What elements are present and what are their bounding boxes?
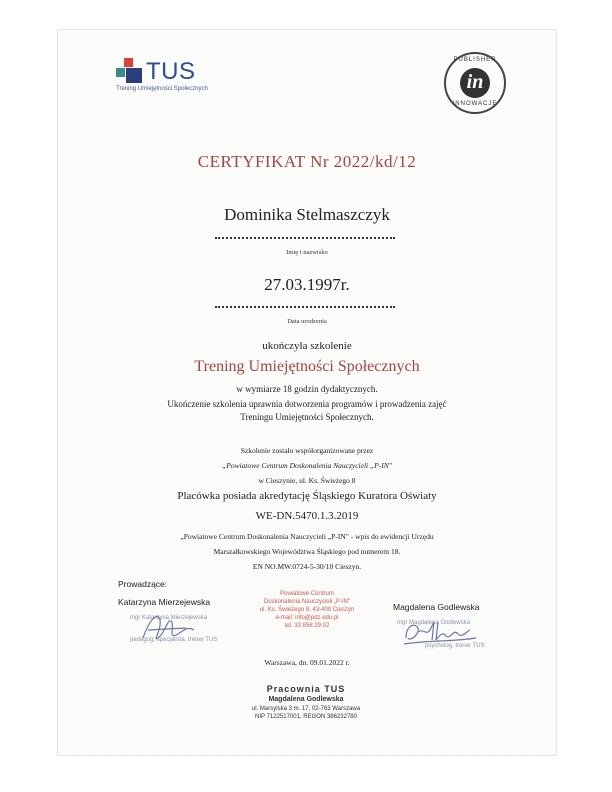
entitles-line-2: Treningu Umiejętności Społecznych. — [240, 412, 374, 422]
dob-dotted-line — [215, 306, 395, 308]
tus-logo — [116, 56, 226, 96]
org-name: „Powiatowe Centrum Doskonalenia Nauczycieli „P-IN" — [222, 461, 392, 470]
institution-stamp — [252, 590, 362, 630]
right-signer-subtitle-1: mgr Magdalena Godlewska — [397, 620, 471, 626]
entitles-line-1: Ukończenie szkolenia uprawnia dotworzenia programów i prowadzenia zajęć — [167, 399, 447, 409]
coorg-text: Szkolenie zostało współorganizowane przez — [240, 446, 374, 455]
completed-text: ukończyła szkolenie — [262, 340, 352, 352]
prac-address: ul. Marsylska 3 m. 17, 02-763 Warszawa — [251, 706, 361, 712]
left-signature — [138, 608, 198, 648]
tus-logo-text: TUS — [146, 58, 196, 85]
prac-name: Magdalena Godlewska — [268, 696, 344, 703]
registry-line-2: Marszałkowskiego Województwa Śląskiego pod numerem 18. — [213, 547, 401, 556]
place-date: Warszawa, dn. 09.01.2022 r. — [264, 658, 350, 667]
right-signer-name: Magdalena Godlewska — [393, 602, 480, 612]
leaders-label: Prowadzące: — [118, 579, 168, 589]
course-name: Trening Umiejętności Społecznych — [194, 358, 420, 375]
right-signer-subtitle-2: psycholog, trener TUS — [425, 643, 485, 649]
birth-date: 27.03.1997r. — [264, 275, 350, 294]
pracownia-stamp — [246, 684, 366, 721]
left-signer-name: Katarzyna Mierzejewska — [118, 597, 211, 607]
accreditation-number: WE-DN.5470.1.3.2019 — [255, 510, 359, 522]
left-signer-subtitle-1: mgr Katarzyna Mierzejewska — [130, 615, 208, 621]
right-signature — [400, 614, 480, 650]
stamp-line-1: Powiatowe Centrum — [280, 591, 334, 597]
left-signer-subtitle-2: pedagog, specjalista, trener TUS — [130, 637, 218, 643]
name-label: Imię i nazwisko — [286, 249, 328, 256]
logo-square-navy — [126, 68, 142, 83]
tus-logo-subtitle: Trening Umiejętności Społecznych — [116, 86, 208, 92]
registry-line-3: EN NO.MW.0724-5-30/10 Cieszyn. — [252, 562, 362, 571]
logo-square-red — [124, 58, 133, 67]
seal-top-text: PUBLISHER — [453, 57, 497, 63]
accreditation-text: Placówka posiada akredytację Śląskiego Kuratora Oświaty — [177, 490, 437, 502]
dob-label: Data urodzenia — [287, 318, 327, 325]
prac-title: Pracownia TUS — [266, 684, 346, 694]
hours-text: w wymiarze 18 godzin dydaktycznych. — [236, 384, 378, 394]
registry-line-1: „Powiatowe Centrum Doskonalenia Nauczycieli „P-IN" - wpis do ewidencji Urzędu — [180, 532, 434, 541]
stamp-line-4: e-mail: info@pdz.edu.pl — [275, 615, 339, 621]
seal-bottom-text: INNOWACJE — [452, 101, 498, 107]
publisher-seal — [444, 52, 506, 114]
stamp-line-3: ul. Ks. Świeżego 8, 43-400 Cieszyn — [259, 607, 355, 613]
org-address: w Cieszynie, ul. Ks. Świeżego 8 — [258, 476, 356, 485]
certificate-title: CERTYFIKAT Nr 2022/kd/12 — [197, 152, 417, 171]
name-dotted-line — [215, 237, 395, 239]
stamp-line-2: Doskonalenia Nauczycieli „P-IN" — [263, 599, 351, 605]
recipient-name: Dominika Stelmaszczyk — [224, 205, 390, 224]
prac-nip: NIP 7122517001, REGON 386232780 — [255, 714, 357, 720]
stamp-line-5: tel. 33 858 29 02 — [284, 623, 330, 629]
seal-center-text: in — [460, 68, 490, 98]
logo-square-teal — [116, 68, 125, 77]
